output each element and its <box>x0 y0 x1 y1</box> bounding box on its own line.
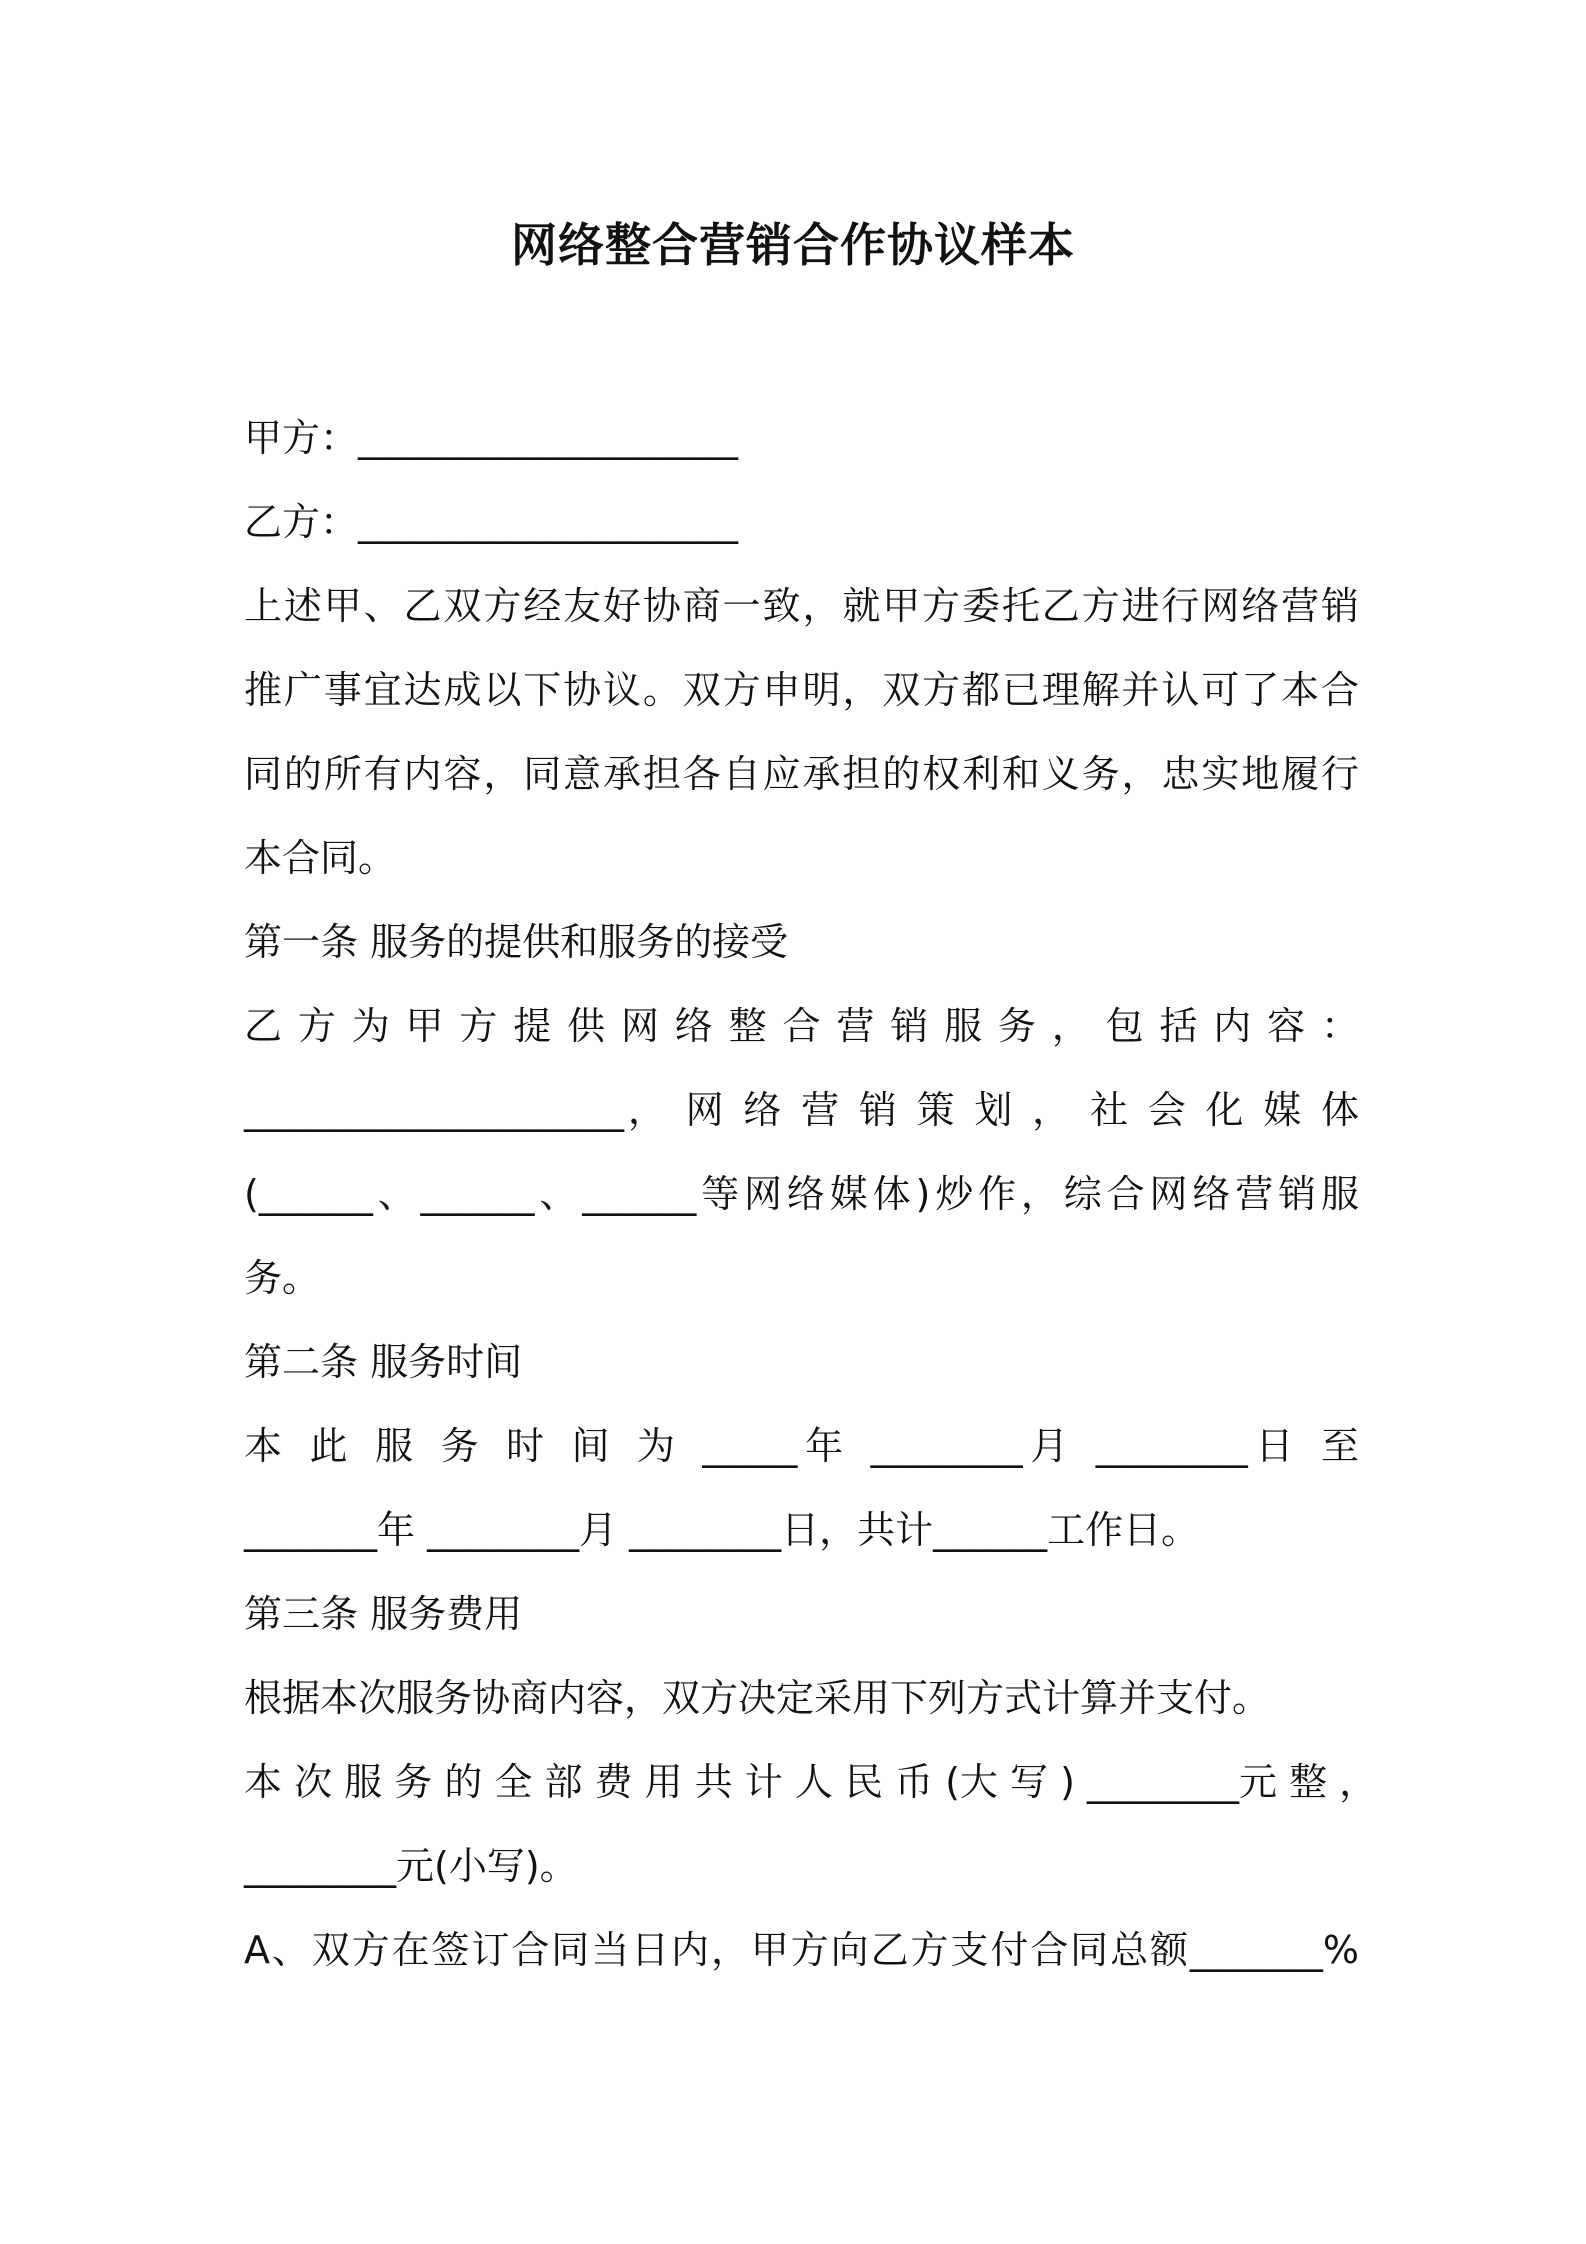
preamble-line-2: 推广事宜达成以下协议。双方申明，双方都已理解并认可了本合 <box>244 668 1359 712</box>
preamble-line-1: 上述甲、乙双方经友好协商一致，就甲方委托乙方进行网络营销 <box>244 584 1359 628</box>
preamble-line-4: 本合同。 <box>244 836 397 880</box>
article-3-line-2: 本 次 服 务 的 全 部 费 用 共 计 人 民 币 (大 写 ) ________元 整 ， <box>244 1760 1378 1804</box>
article-1-line-1: 乙 方 为 甲 方 提 供 网 络 整 合 营 销 服 务 ， 包 括 内 容 ： <box>244 1004 1359 1048</box>
article-2-line-2: _______年 ________月 ________日，共计______工作日。 <box>244 1508 1200 1552</box>
document-title: 网络整合营销合作协议样本 <box>511 218 1075 272</box>
party-a-line: 甲方：____________________ <box>244 416 739 460</box>
article-1-line-3: (______、______、______等网络媒体)炒作，综合网络营销服 <box>244 1172 1359 1216</box>
preamble-line-3: 同的所有内容，同意承担各自应承担的权利和义务，忠实地履行 <box>244 752 1359 796</box>
article-3-line-3: ________元(小写)。 <box>244 1844 578 1888</box>
article-1-line-4: 务。 <box>244 1256 321 1300</box>
article-1-heading: 第一条 服务的提供和服务的接受 <box>244 920 789 964</box>
article-2-heading: 第二条 服务时间 <box>244 1340 523 1384</box>
party-b-line: 乙方：____________________ <box>244 500 739 544</box>
article-3-line-1: 根据本次服务协商内容，双方决定采用下列方式计算并支付。 <box>244 1676 1271 1720</box>
article-1-line-2: ____________________， 网 络 营 销 策 划 ， 社 会 化 媒 体 <box>244 1088 1359 1132</box>
article-3-heading: 第三条 服务费用 <box>244 1592 523 1636</box>
article-3-line-4: A、双方在签订合同当日内，甲方向乙方支付合同总额_______% <box>244 1928 1359 1972</box>
article-2-line-1: 本 此 服 务 时 间 为 _____年 ________月 ________日 至 <box>244 1424 1359 1468</box>
